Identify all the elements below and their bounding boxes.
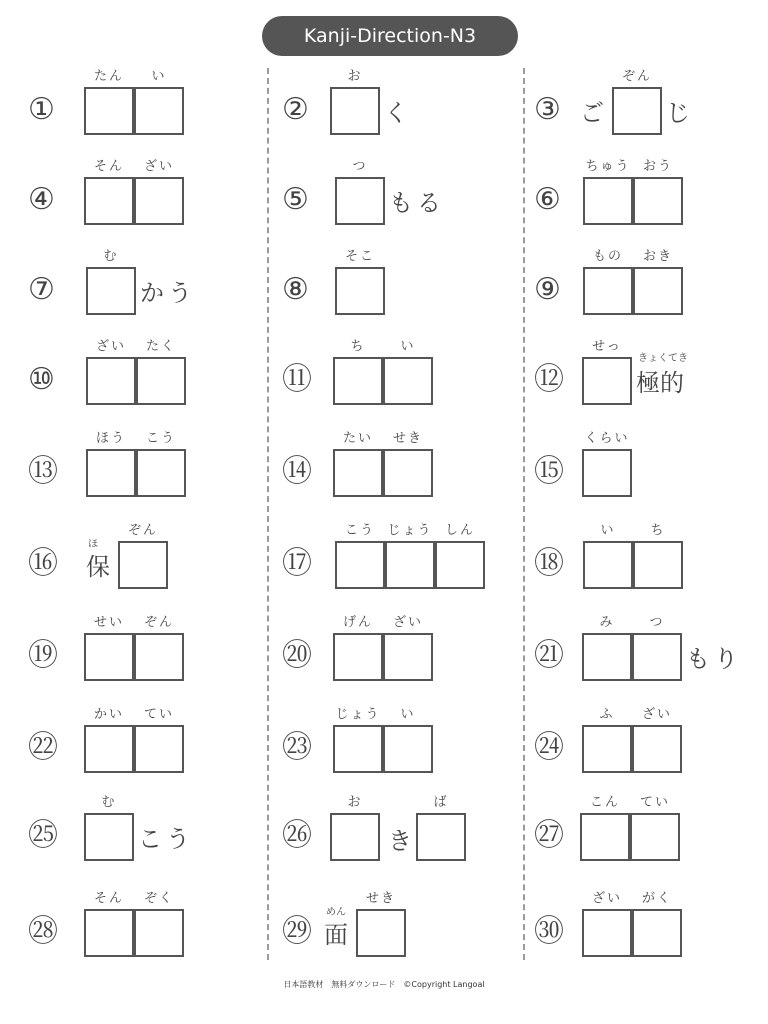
answer-box[interactable] <box>582 449 632 497</box>
furigana-label: い <box>400 339 416 354</box>
answer-box[interactable] <box>383 725 433 773</box>
item-number: ㉑ <box>534 638 564 673</box>
furigana-label: こん <box>589 795 620 810</box>
answer-box[interactable] <box>383 449 433 497</box>
item-number: ⑳ <box>282 638 312 673</box>
answer-box[interactable] <box>356 909 406 957</box>
item-number: ⑲ <box>28 638 58 673</box>
furigana-label: せき <box>365 891 396 906</box>
answer-box[interactable] <box>435 541 485 589</box>
furigana-label: そん <box>93 891 124 906</box>
answer-box[interactable] <box>134 909 184 957</box>
answer-box[interactable] <box>580 813 630 861</box>
furigana-label: つ <box>649 615 665 630</box>
suffix-text: 極的 <box>636 369 684 397</box>
item-number: ㉔ <box>534 730 564 765</box>
furigana-label: こう <box>344 523 375 538</box>
item-number: ㉕ <box>28 818 58 853</box>
furigana-label: つ <box>352 159 368 174</box>
furigana-label: ざい <box>641 707 672 722</box>
furigana-label: お <box>347 69 363 84</box>
item-number: ㉘ <box>28 914 58 949</box>
furigana-label: たく <box>145 339 176 354</box>
page-title: Kanji-Direction-N3 <box>262 16 518 56</box>
answer-box[interactable] <box>84 725 134 773</box>
prefix-text: 面 <box>324 921 348 949</box>
item-number: ⑱ <box>534 546 564 581</box>
furigana-label: い <box>600 523 616 538</box>
furigana-label: そこ <box>344 249 375 264</box>
answer-box[interactable] <box>335 267 385 315</box>
furigana-label: ぞく <box>143 891 174 906</box>
answer-box[interactable] <box>583 267 633 315</box>
item-number: ⑫ <box>534 362 564 397</box>
furigana-label: せき <box>392 431 423 446</box>
suffix-text: かう <box>140 279 196 307</box>
furigana-label: たん <box>93 69 124 84</box>
item-number: ㉗ <box>534 818 564 853</box>
answer-box[interactable] <box>582 909 632 957</box>
furigana-label: せっ <box>592 339 622 354</box>
item-number: ⑮ <box>534 454 564 489</box>
answer-box[interactable] <box>416 813 466 861</box>
furigana-label: い <box>400 707 416 722</box>
answer-box[interactable] <box>134 177 184 225</box>
answer-box[interactable] <box>632 633 682 681</box>
furigana-label: そん <box>93 159 124 174</box>
column-divider <box>523 68 525 960</box>
furigana-label: む <box>101 795 117 810</box>
prefix-furigana: めん <box>326 907 346 918</box>
item-number: ㉚ <box>534 914 564 949</box>
answer-box[interactable] <box>383 357 433 405</box>
item-number: ③ <box>534 92 561 127</box>
furigana-label: くらい <box>584 431 630 446</box>
furigana-label: おき <box>642 249 673 264</box>
answer-box[interactable] <box>333 633 383 681</box>
answer-box[interactable] <box>84 909 134 957</box>
furigana-label: ば <box>433 795 449 810</box>
item-number: ⑧ <box>282 272 309 307</box>
furigana-label: ふ <box>599 707 615 722</box>
item-number: ⑬ <box>28 454 58 489</box>
furigana-label: ほう <box>95 431 126 446</box>
furigana-label: い <box>151 69 167 84</box>
item-number: ⑪ <box>282 362 312 397</box>
answer-box[interactable] <box>84 177 134 225</box>
furigana-label: げん <box>342 615 373 630</box>
item-number: ① <box>28 92 55 127</box>
answer-box[interactable] <box>633 267 683 315</box>
prefix-furigana: ほ <box>88 539 98 550</box>
furigana-label: む <box>103 249 119 264</box>
furigana-label: ざい <box>143 159 174 174</box>
suffix-text: もる <box>389 189 445 217</box>
prefix-text: 保 <box>86 553 110 581</box>
furigana-label: てい <box>143 707 174 722</box>
item-number: ㉖ <box>282 818 312 853</box>
prefix-text: ご <box>580 99 604 127</box>
furigana-label: ぞん <box>127 523 158 538</box>
answer-box[interactable] <box>333 357 383 405</box>
answer-box[interactable] <box>582 357 632 405</box>
answer-box[interactable] <box>582 633 632 681</box>
answer-box[interactable] <box>333 725 383 773</box>
middle-text: き <box>388 827 412 855</box>
suffix-furigana: きょくてき <box>638 353 688 364</box>
answer-box[interactable] <box>86 267 136 315</box>
answer-box[interactable] <box>612 87 662 135</box>
answer-box[interactable] <box>335 541 385 589</box>
furigana-label: ちゅう <box>585 159 631 174</box>
answer-box[interactable] <box>330 87 380 135</box>
answer-box[interactable] <box>136 449 186 497</box>
answer-box[interactable] <box>383 633 433 681</box>
answer-box[interactable] <box>86 357 136 405</box>
item-number: ⑦ <box>28 272 55 307</box>
furigana-label: ざい <box>392 615 423 630</box>
suffix-text: じ <box>666 99 694 127</box>
answer-box[interactable] <box>583 177 633 225</box>
answer-box[interactable] <box>84 813 134 861</box>
furigana-label: ち <box>650 523 666 538</box>
item-number: ⑭ <box>282 454 312 489</box>
item-number: ⑤ <box>282 182 309 217</box>
answer-box[interactable] <box>84 87 134 135</box>
item-number: ⑩ <box>28 362 55 397</box>
answer-box[interactable] <box>333 449 383 497</box>
furigana-label: ち <box>350 339 366 354</box>
furigana-label: せい <box>93 615 124 630</box>
furigana-label: ざい <box>591 891 622 906</box>
furigana-label: かい <box>93 707 124 722</box>
answer-box[interactable] <box>86 449 136 497</box>
furigana-label: てい <box>639 795 670 810</box>
item-number: ㉒ <box>28 730 58 765</box>
answer-box[interactable] <box>385 541 435 589</box>
answer-box[interactable] <box>134 633 184 681</box>
footer-copyright: 日本語教材 無料ダウンロード ©Copyright Langoal <box>283 980 485 989</box>
answer-box[interactable] <box>330 813 380 861</box>
item-number: ⑰ <box>282 546 312 581</box>
furigana-label: たい <box>342 431 373 446</box>
furigana-label: じょう <box>335 707 381 722</box>
furigana-label: お <box>347 795 363 810</box>
suffix-text: もり <box>686 645 742 673</box>
item-number: ⑥ <box>534 182 561 217</box>
answer-box[interactable] <box>134 87 184 135</box>
item-number: ⑨ <box>534 272 561 307</box>
furigana-label: もの <box>592 249 623 264</box>
furigana-label: ざい <box>95 339 126 354</box>
furigana-label: ぞん <box>621 69 652 84</box>
item-number: ② <box>282 92 309 127</box>
furigana-label: しん <box>444 523 475 538</box>
furigana-label: ぞん <box>143 615 174 630</box>
answer-box[interactable] <box>134 725 184 773</box>
answer-box[interactable] <box>118 541 168 589</box>
answer-box[interactable] <box>632 725 682 773</box>
furigana-label: おう <box>642 159 673 174</box>
answer-box[interactable] <box>335 177 385 225</box>
answer-box[interactable] <box>136 357 186 405</box>
item-number: ㉙ <box>282 914 312 949</box>
suffix-text: く <box>384 99 412 127</box>
answer-box[interactable] <box>582 725 632 773</box>
answer-box[interactable] <box>583 541 633 589</box>
suffix-text: こう <box>138 825 194 853</box>
furigana-label: がく <box>641 891 672 906</box>
furigana-label: じょう <box>387 523 433 538</box>
answer-box[interactable] <box>630 813 680 861</box>
answer-box[interactable] <box>633 541 683 589</box>
answer-box[interactable] <box>632 909 682 957</box>
furigana-label: こう <box>145 431 176 446</box>
item-number: ④ <box>28 182 55 217</box>
column-divider <box>267 68 269 960</box>
answer-box[interactable] <box>633 177 683 225</box>
furigana-label: み <box>599 615 615 630</box>
item-number: ㉓ <box>282 730 312 765</box>
item-number: ⑯ <box>28 546 58 581</box>
answer-box[interactable] <box>84 633 134 681</box>
